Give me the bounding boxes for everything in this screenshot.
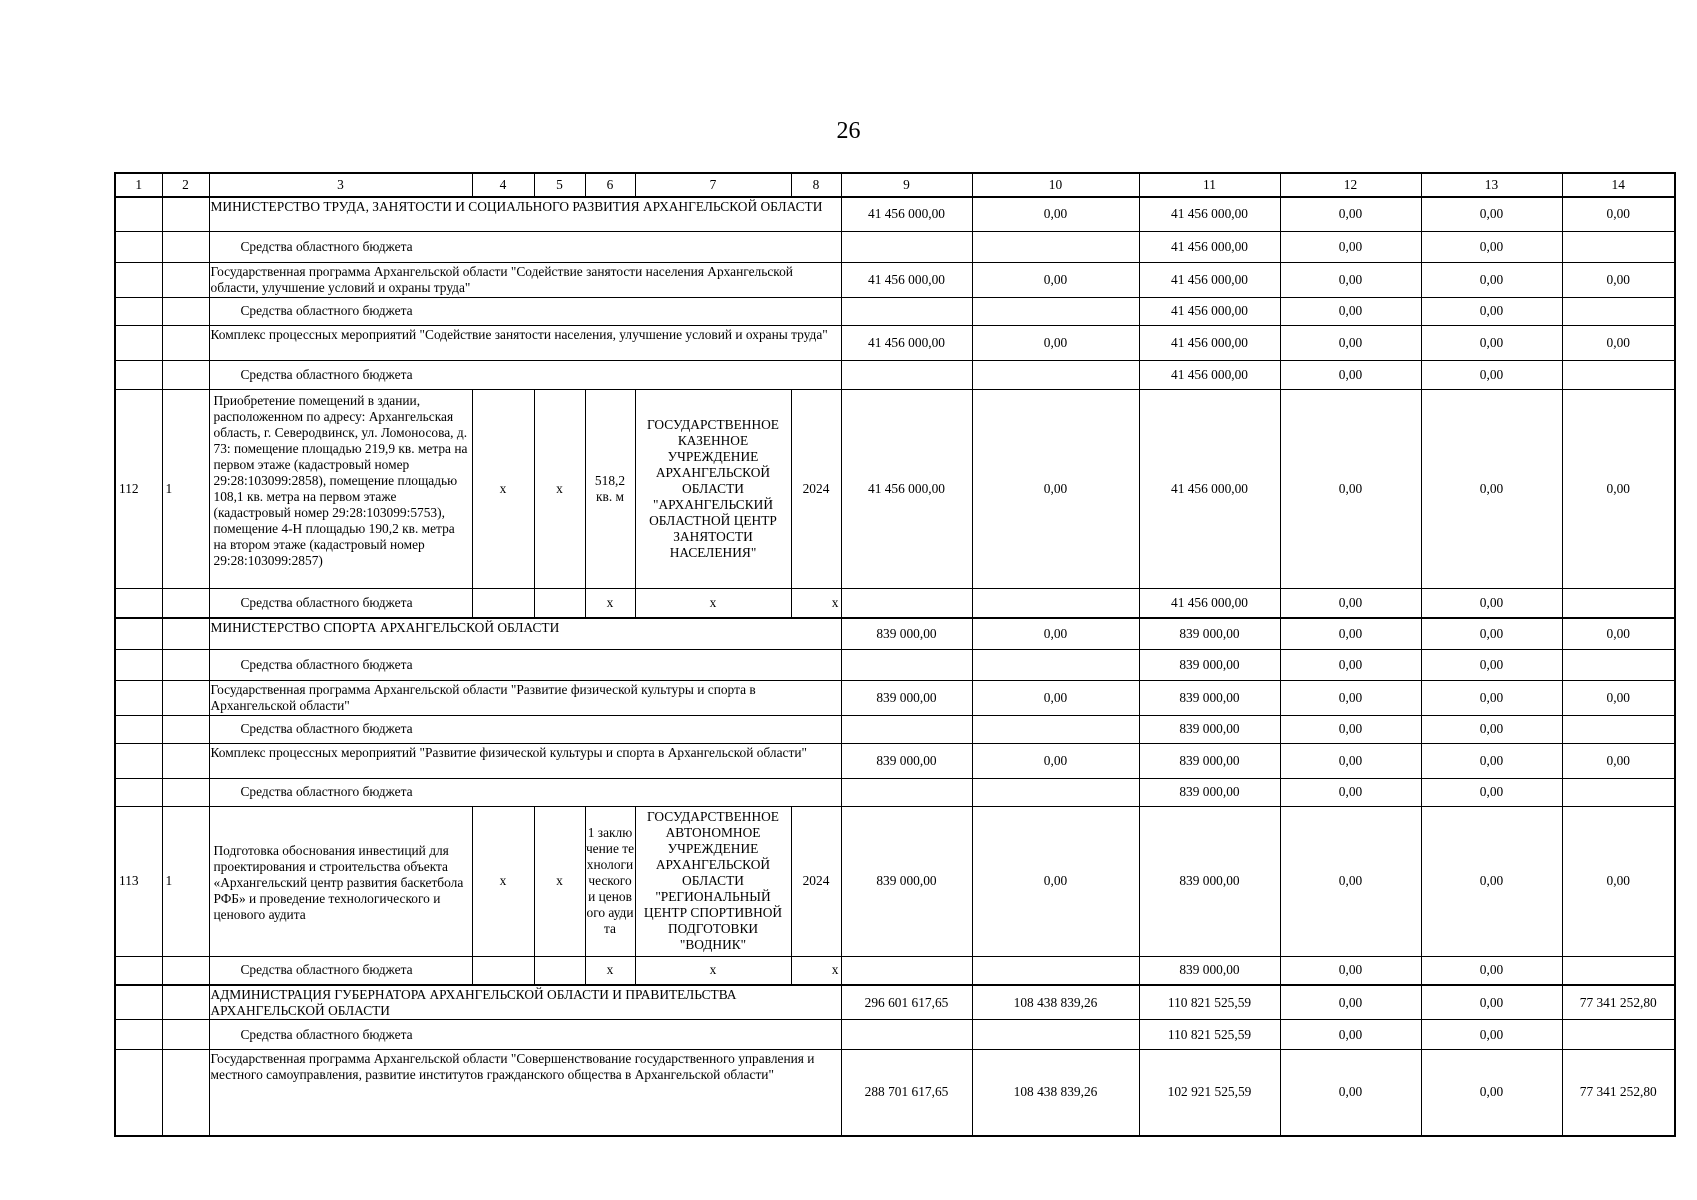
cell-col9: 839 000,00 <box>841 680 972 715</box>
budget-source-row <box>115 715 1675 743</box>
ministry-row <box>115 618 1675 649</box>
budget-source-row <box>115 588 1675 618</box>
cell-col12: 0,00 <box>1280 806 1421 956</box>
cell-col10: 0,00 <box>972 618 1139 649</box>
cell-col13: 0,00 <box>1421 743 1562 778</box>
cell-col10: 0,00 <box>972 262 1139 297</box>
cell-col11: 41 456 000,00 <box>1139 297 1280 325</box>
cell-col8: x <box>791 588 841 618</box>
cell-col9: 839 000,00 <box>841 743 972 778</box>
item-capacity: 518,2 кв. м <box>585 389 635 588</box>
cell-col13: 0,00 <box>1421 778 1562 806</box>
budget-source-label: Средства областного бюджета <box>209 1020 841 1050</box>
cell-col14: 0,00 <box>1562 197 1675 231</box>
cell-col10: 0,00 <box>972 806 1139 956</box>
program-title: Государственная программа Архангельской области "Совершенствование государственного управления и местного самоуправления, развитие институтов гражданского общества в Архангельской области" <box>209 1050 841 1136</box>
item-organization: ГОСУДАРСТВЕННОЕ АВТОНОМНОЕ УЧРЕЖДЕНИЕ АРХАНГЕЛЬСКОЙ ОБЛАСТИ "РЕГИОНАЛЬНЫЙ ЦЕНТР СПОРТИВНОЙ ПОДГОТОВКИ "ВОДНИК" <box>635 806 791 956</box>
item-organization: ГОСУДАРСТВЕННОЕ КАЗЕННОЕ УЧРЕЖДЕНИЕ АРХАНГЕЛЬСКОЙ ОБЛАСТИ "АРХАНГЕЛЬСКИЙ ОБЛАСТНОЙ ЦЕНТР ЗАНЯТОСТИ НАСЕЛЕНИЯ" <box>635 389 791 588</box>
cell-col11: 41 456 000,00 <box>1139 231 1280 262</box>
ministry-row <box>115 197 1675 231</box>
budget-source-row <box>115 649 1675 680</box>
cell-col9: 839 000,00 <box>841 618 972 649</box>
cell-col13: 0,00 <box>1421 389 1562 588</box>
cell-col12: 0,00 <box>1280 1050 1421 1136</box>
column-number: 9 <box>841 173 972 197</box>
cell-col12: 0,00 <box>1280 618 1421 649</box>
cell-col5: x <box>534 389 585 588</box>
item-sub-number: 1 <box>162 389 209 588</box>
budget-source-row <box>115 360 1675 389</box>
cell-col13: 0,00 <box>1421 806 1562 956</box>
program-row <box>115 262 1675 297</box>
cell-col12: 0,00 <box>1280 743 1421 778</box>
cell-col11: 839 000,00 <box>1139 778 1280 806</box>
cell-col11: 41 456 000,00 <box>1139 588 1280 618</box>
cell-col12: 0,00 <box>1280 360 1421 389</box>
cell-col13: 0,00 <box>1421 649 1562 680</box>
column-number-row <box>115 173 1675 197</box>
item-description: Приобретение помещений в здании, расположенном по адресу: Архангельская область, г. Северодвинск, ул. Ломоносова, д. 73: помещение площадью 219,9 кв. метра на первом этаже (кадастровый номер 29:28:103099:2858), помещение площадью 108,1 кв. метра на первом этаже (кадастровый номер 29:28:103099:5753), помещение 4-Н площадью 190,2 кв. метра на втором этаже (кадастровый номер 29:28:103099:2857) <box>209 389 472 588</box>
ministry-title: МИНИСТЕРСТВО СПОРТА АРХАНГЕЛЬСКОЙ ОБЛАСТИ <box>209 618 841 649</box>
cell-col12: 0,00 <box>1280 262 1421 297</box>
page-number: 26 <box>836 118 861 144</box>
cell-col12: 0,00 <box>1280 715 1421 743</box>
cell-col8: x <box>791 956 841 985</box>
cell-col13: 0,00 <box>1421 1050 1562 1136</box>
cell-col11: 839 000,00 <box>1139 743 1280 778</box>
item-number: 113 <box>115 806 162 956</box>
item-year: 2024 <box>791 806 841 956</box>
cell-col11: 41 456 000,00 <box>1139 197 1280 231</box>
cell-col11: 41 456 000,00 <box>1139 262 1280 297</box>
cell-col9: 41 456 000,00 <box>841 262 972 297</box>
cell-col6: x <box>585 956 635 985</box>
item-sub-number: 1 <box>162 806 209 956</box>
cell-col14: 0,00 <box>1562 743 1675 778</box>
cell-col14: 0,00 <box>1562 325 1675 360</box>
budget-source-label: Средства областного бюджета <box>209 360 841 389</box>
cell-col11: 110 821 525,59 <box>1139 985 1280 1020</box>
cell-col12: 0,00 <box>1280 680 1421 715</box>
cell-col11: 41 456 000,00 <box>1139 389 1280 588</box>
cell-col13: 0,00 <box>1421 715 1562 743</box>
column-number: 10 <box>972 173 1139 197</box>
column-number: 5 <box>534 173 585 197</box>
budget-source-label: Средства областного бюджета <box>209 297 841 325</box>
cell-col12: 0,00 <box>1280 588 1421 618</box>
cell-col14: 0,00 <box>1562 262 1675 297</box>
cell-col5: x <box>534 806 585 956</box>
cell-col13: 0,00 <box>1421 956 1562 985</box>
cell-col11: 41 456 000,00 <box>1139 325 1280 360</box>
cell-col13: 0,00 <box>1421 618 1562 649</box>
item-number: 112 <box>115 389 162 588</box>
cell-col14: 0,00 <box>1562 680 1675 715</box>
cell-col13: 0,00 <box>1421 1020 1562 1050</box>
column-number: 7 <box>635 173 791 197</box>
cell-col10: 0,00 <box>972 743 1139 778</box>
complex-row <box>115 743 1675 778</box>
cell-col11: 41 456 000,00 <box>1139 360 1280 389</box>
cell-col11: 102 921 525,59 <box>1139 1050 1280 1136</box>
cell-col12: 0,00 <box>1280 231 1421 262</box>
budget-source-label: Средства областного бюджета <box>209 715 841 743</box>
cell-col11: 839 000,00 <box>1139 680 1280 715</box>
program-title: Государственная программа Архангельской области "Содействие занятости населения Архангельской области, улучшение условий и охраны труда" <box>209 262 841 297</box>
item-row <box>115 389 1675 588</box>
budget-source-row <box>115 297 1675 325</box>
budget-table <box>114 172 1676 1137</box>
program-row <box>115 1050 1675 1136</box>
cell-col13: 0,00 <box>1421 680 1562 715</box>
ministry-block <box>115 197 1675 618</box>
ministry-title: МИНИСТЕРСТВО ТРУДА, ЗАНЯТОСТИ И СОЦИАЛЬНОГО РАЗВИТИЯ АРХАНГЕЛЬСКОЙ ОБЛАСТИ <box>209 197 841 231</box>
program-title: Государственная программа Архангельской области "Развитие физической культуры и спорта в Архангельской области" <box>209 680 841 715</box>
cell-col11: 839 000,00 <box>1139 618 1280 649</box>
program-row <box>115 680 1675 715</box>
budget-source-row <box>115 1020 1675 1050</box>
cell-col12: 0,00 <box>1280 297 1421 325</box>
complex-title: Комплекс процессных мероприятий "Развитие физической культуры и спорта в Архангельской области" <box>209 743 841 778</box>
column-number: 4 <box>472 173 534 197</box>
column-number: 11 <box>1139 173 1280 197</box>
cell-col11: 839 000,00 <box>1139 806 1280 956</box>
cell-col10: 0,00 <box>972 389 1139 588</box>
ministry-block <box>115 985 1675 1136</box>
cell-col13: 0,00 <box>1421 231 1562 262</box>
budget-source-label: Средства областного бюджета <box>209 956 472 985</box>
cell-col9: 296 601 617,65 <box>841 985 972 1020</box>
column-number: 2 <box>162 173 209 197</box>
cell-col10: 0,00 <box>972 680 1139 715</box>
cell-col9: 839 000,00 <box>841 806 972 956</box>
item-capacity: 1 заключение технологического и ценового аудита <box>585 806 635 956</box>
ministry-title: АДМИНИСТРАЦИЯ ГУБЕРНАТОРА АРХАНГЕЛЬСКОЙ ОБЛАСТИ И ПРАВИТЕЛЬСТВА АРХАНГЕЛЬСКОЙ ОБЛАСТИ <box>209 985 841 1020</box>
column-number: 8 <box>791 173 841 197</box>
cell-col10: 0,00 <box>972 325 1139 360</box>
complex-title: Комплекс процессных мероприятий "Содействие занятости населения, улучшение условий и охраны труда" <box>209 325 841 360</box>
cell-col12: 0,00 <box>1280 985 1421 1020</box>
ministry-block <box>115 618 1675 985</box>
budget-source-label: Средства областного бюджета <box>209 649 841 680</box>
item-description: Подготовка обоснования инвестиций для проектирования и строительства объекта «Архангельский центр развития баскетбола РФБ» и проведение технологического и ценового аудита <box>209 806 472 956</box>
cell-col12: 0,00 <box>1280 778 1421 806</box>
column-number: 14 <box>1562 173 1675 197</box>
cell-col13: 0,00 <box>1421 197 1562 231</box>
cell-col10: 108 438 839,26 <box>972 985 1139 1020</box>
cell-col13: 0,00 <box>1421 262 1562 297</box>
cell-col7: x <box>635 956 791 985</box>
cell-col13: 0,00 <box>1421 325 1562 360</box>
cell-col9: 288 701 617,65 <box>841 1050 972 1136</box>
item-year: 2024 <box>791 389 841 588</box>
cell-col11: 839 000,00 <box>1139 956 1280 985</box>
cell-col9: 41 456 000,00 <box>841 389 972 588</box>
cell-col14: 0,00 <box>1562 389 1675 588</box>
column-number: 12 <box>1280 173 1421 197</box>
column-number: 6 <box>585 173 635 197</box>
budget-source-label: Средства областного бюджета <box>209 231 841 262</box>
complex-row <box>115 325 1675 360</box>
column-number: 1 <box>115 173 162 197</box>
cell-col14: 0,00 <box>1562 618 1675 649</box>
budget-source-label: Средства областного бюджета <box>209 778 841 806</box>
cell-col13: 0,00 <box>1421 297 1562 325</box>
cell-col12: 0,00 <box>1280 1020 1421 1050</box>
cell-col12: 0,00 <box>1280 325 1421 360</box>
cell-col13: 0,00 <box>1421 588 1562 618</box>
budget-source-row <box>115 778 1675 806</box>
cell-col14: 77 341 252,80 <box>1562 1050 1675 1136</box>
column-number: 13 <box>1421 173 1562 197</box>
cell-col11: 839 000,00 <box>1139 649 1280 680</box>
cell-col7: x <box>635 588 791 618</box>
budget-source-row <box>115 956 1675 985</box>
cell-col10: 108 438 839,26 <box>972 1050 1139 1136</box>
cell-col14: 0,00 <box>1562 806 1675 956</box>
cell-col13: 0,00 <box>1421 985 1562 1020</box>
cell-col11: 839 000,00 <box>1139 715 1280 743</box>
cell-col12: 0,00 <box>1280 197 1421 231</box>
item-row <box>115 806 1675 956</box>
cell-col11: 110 821 525,59 <box>1139 1020 1280 1050</box>
cell-col12: 0,00 <box>1280 389 1421 588</box>
cell-col4: x <box>472 806 534 956</box>
column-number: 3 <box>209 173 472 197</box>
budget-source-row <box>115 231 1675 262</box>
cell-col14: 77 341 252,80 <box>1562 985 1675 1020</box>
budget-source-label: Средства областного бюджета <box>209 588 472 618</box>
ministry-row <box>115 985 1675 1020</box>
cell-col12: 0,00 <box>1280 649 1421 680</box>
cell-col9: 41 456 000,00 <box>841 325 972 360</box>
cell-col6: x <box>585 588 635 618</box>
cell-col10: 0,00 <box>972 197 1139 231</box>
cell-col9: 41 456 000,00 <box>841 197 972 231</box>
cell-col13: 0,00 <box>1421 360 1562 389</box>
cell-col12: 0,00 <box>1280 956 1421 985</box>
cell-col4: x <box>472 389 534 588</box>
